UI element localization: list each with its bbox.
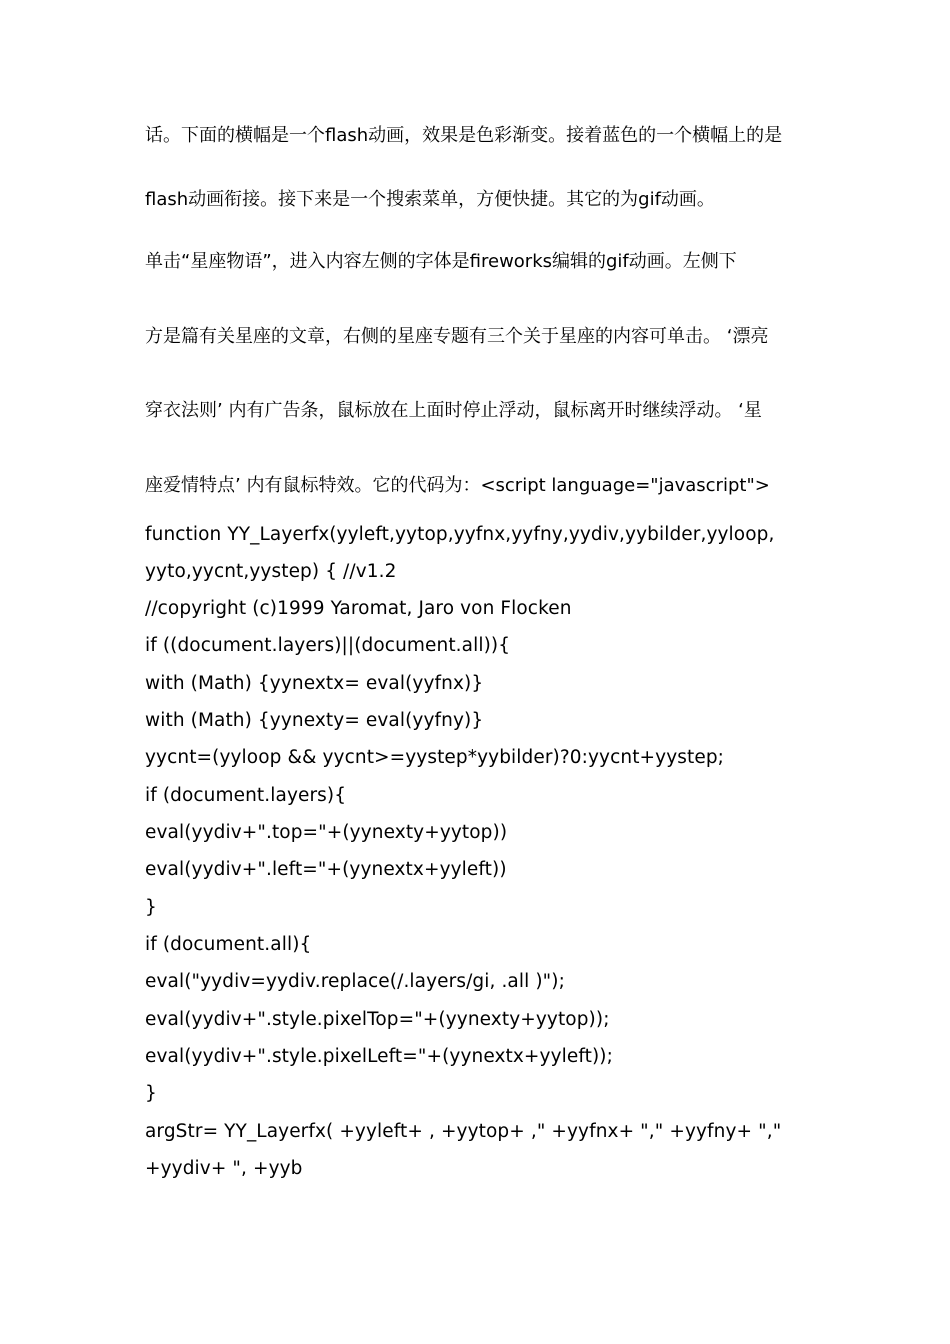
- prose-line-4: 方是篇有关星座的文章，右侧的星座专题有三个关于星座的内容可单击。 ‘漂亮: [145, 326, 769, 347]
- code-line-6: with (Math) {yynexty= eval(yyfny)}: [145, 710, 484, 731]
- code-line-5: with (Math) {yynextx= eval(yyfnx)}: [145, 673, 484, 694]
- prose-line-5: 穿衣法则’ 内有广告条，鼠标放在上面时停止浮动，鼠标离开时继续浮动。 ‘星: [145, 400, 762, 421]
- code-line-9: eval(yydiv+".top="+(yynexty+yytop)): [145, 822, 508, 843]
- code-line-18: +yydiv+ ", +yyb: [145, 1158, 303, 1179]
- prose-line-2: flash动画衔接。接下来是一个搜索菜单，方便快捷。其它的为gif动画。: [145, 189, 715, 210]
- code-line-4: if ((document.layers)||(document.all)){: [145, 635, 511, 656]
- code-line-3: //copyright (c)1999 Yaromat, Jaro von Flocken: [145, 598, 572, 619]
- code-line-16: }: [145, 1083, 157, 1104]
- code-line-11: }: [145, 897, 157, 918]
- prose-line-3: 单击“星座物语”，进入内容左侧的字体是fireworks编辑的gif动画。左侧下: [145, 251, 737, 272]
- prose-line-6: 座爱情特点’ 内有鼠标特效。它的代码为：<script language="javascript">: [145, 475, 770, 496]
- code-line-8: if (document.layers){: [145, 785, 347, 806]
- code-line-15: eval(yydiv+".style.pixelLeft="+(yynextx+yyleft));: [145, 1046, 613, 1067]
- code-line-14: eval(yydiv+".style.pixelTop="+(yynexty+yytop));: [145, 1009, 610, 1030]
- code-line-17: argStr= YY_Layerfx( +yyleft+ , +yytop+ ," +yyfnx+ "," +yyfny+ ",": [145, 1121, 782, 1142]
- prose-line-1: 话。下面的横幅是一个flash动画，效果是色彩渐变。接着蓝色的一个横幅上的是: [145, 125, 783, 146]
- code-line-2: yyto,yycnt,yystep) { //v1.2: [145, 561, 397, 582]
- code-line-1: function YY_Layerfx(yyleft,yytop,yyfnx,yyfny,yydiv,yybilder,yyloop,: [145, 524, 775, 545]
- code-line-12: if (document.all){: [145, 934, 312, 955]
- code-line-13: eval("yydiv=yydiv.replace(/.layers/gi, .all )");: [145, 971, 565, 992]
- code-line-7: yycnt=(yyloop && yycnt>=yystep*yybilder)?0:yycnt+yystep;: [145, 747, 724, 768]
- code-line-10: eval(yydiv+".left="+(yynextx+yyleft)): [145, 859, 507, 880]
